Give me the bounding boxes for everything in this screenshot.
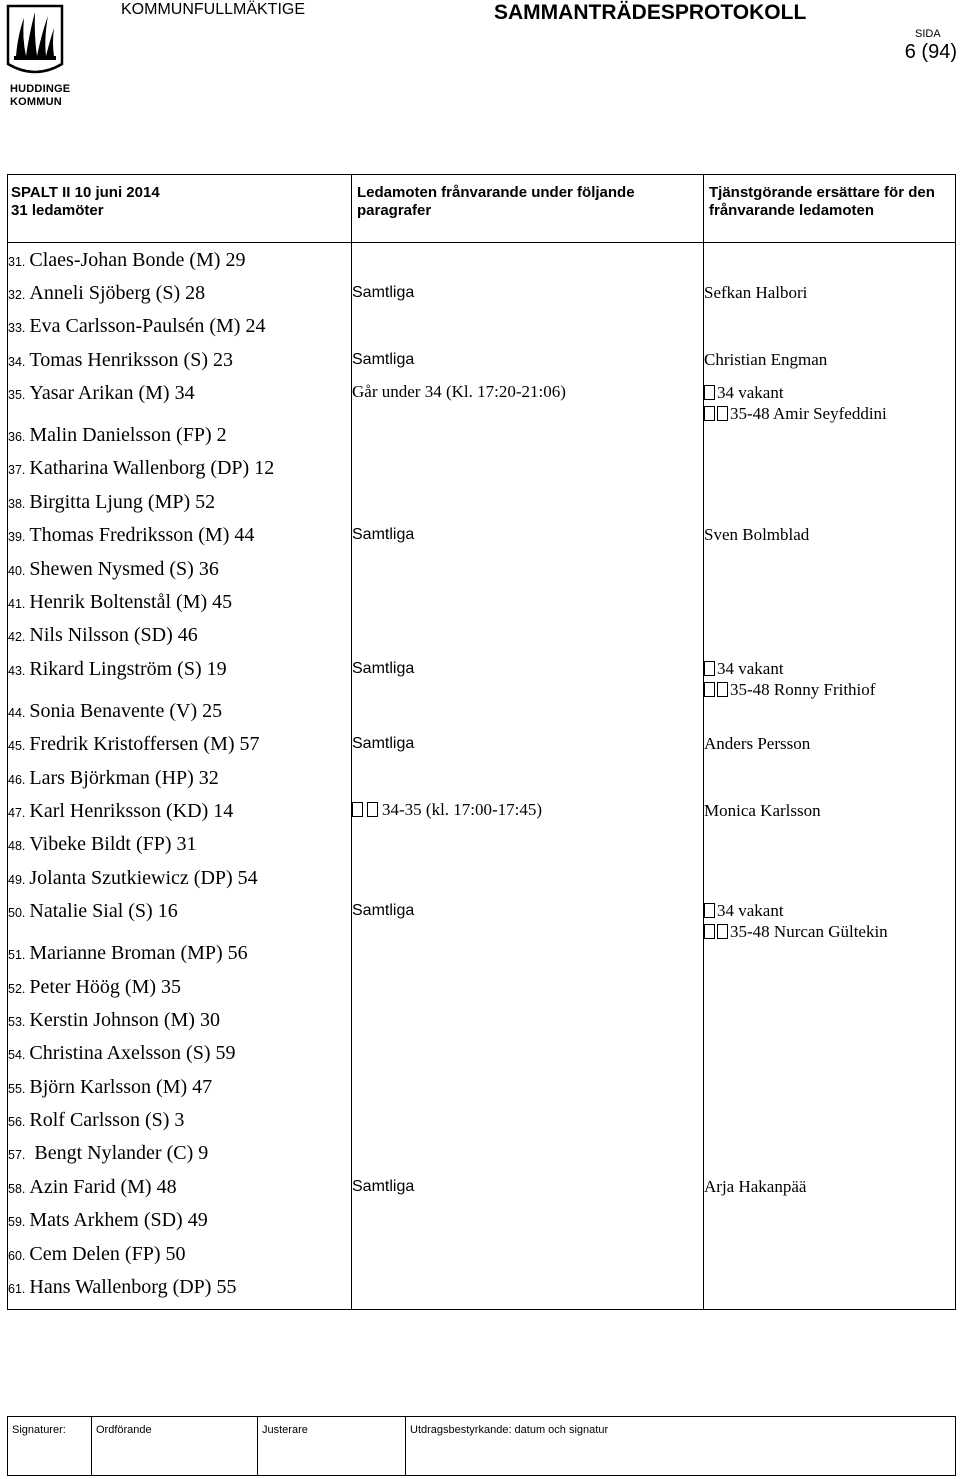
member-number: 48. (8, 839, 26, 854)
absence-text: Samtliga (352, 526, 415, 544)
municipality-logo (4, 4, 71, 108)
paragraph-symbol-icon (704, 903, 715, 918)
absence-cell (352, 457, 704, 490)
member-name: Vibeke Bildt (FP) 31 (29, 833, 197, 856)
table-row (8, 658, 956, 700)
column-header-members: SPALT II 10 juni 2014 31 ledamöter (8, 175, 352, 243)
absence-cell (352, 349, 704, 382)
member-name: Birgitta Ljung (MP) 52 (29, 490, 216, 513)
table-row (8, 1042, 956, 1075)
column-header-absent: Ledamoten frånvarande under följande paragrafer (352, 175, 704, 243)
absence-cell (352, 733, 704, 766)
member-cell (8, 1109, 352, 1142)
member-cell (8, 900, 352, 942)
member-name: Thomas Fredriksson (M) 44 (29, 524, 255, 547)
absence-cell (352, 1243, 704, 1276)
member-name: Hans Wallenborg (DP) 55 (29, 1276, 237, 1299)
member-number: 56. (8, 1115, 26, 1130)
member-cell (8, 1276, 352, 1309)
substitute-name: 34 vakant (717, 383, 784, 403)
paragraph-symbol-icon (367, 802, 378, 817)
substitute-cell (704, 900, 956, 942)
flame-crest-icon (4, 4, 66, 80)
member-cell (8, 767, 352, 800)
member-number: 54. (8, 1048, 26, 1063)
paragraph-symbol-icon (717, 682, 728, 697)
table-row (8, 976, 956, 1009)
member-number: 53. (8, 1014, 26, 1029)
member-cell (8, 491, 352, 524)
member-cell (8, 658, 352, 700)
table-row (8, 1009, 956, 1042)
absence-cell (352, 1042, 704, 1075)
substitute-name: Christian Engman (704, 349, 828, 369)
absence-cell (352, 249, 704, 282)
paragraph-symbol-icon (704, 385, 715, 400)
member-number: 39. (8, 530, 26, 545)
substitute-cell (704, 1076, 956, 1109)
table-row (8, 942, 956, 975)
attendance-table (7, 174, 956, 1310)
member-name: Natalie Sial (S) 16 (29, 900, 178, 923)
substitute-name: Arja Hakanpää (704, 1176, 807, 1196)
table-row (8, 457, 956, 490)
absence-cell (352, 491, 704, 524)
member-name: Christina Axelsson (S) 59 (29, 1042, 236, 1065)
table-row (8, 591, 956, 624)
member-number: 38. (8, 496, 26, 511)
member-cell (8, 733, 352, 766)
substitute-name: Sven Bolmblad (704, 525, 810, 545)
member-name: Björn Karlsson (M) 47 (29, 1075, 213, 1098)
absence-cell (352, 558, 704, 591)
absence-text: Samtliga (352, 283, 415, 301)
absence-cell (352, 976, 704, 1009)
member-number: 33. (8, 321, 26, 336)
absence-cell (352, 591, 704, 624)
substitute-cell (704, 767, 956, 800)
table-row (8, 900, 956, 942)
table-row (8, 558, 956, 591)
substitute-cell (704, 1243, 956, 1276)
substitute-cell (704, 1109, 956, 1142)
paragraph-symbol-icon (717, 924, 728, 939)
member-name: Cem Delen (FP) 50 (29, 1242, 186, 1265)
member-cell (8, 349, 352, 382)
table-row (8, 733, 956, 766)
member-name: Peter Höög (M) 35 (29, 975, 182, 998)
member-cell (8, 800, 352, 833)
substitute-cell (704, 1009, 956, 1042)
member-name: Lars Björkman (HP) 32 (29, 766, 219, 789)
substitute-cell (704, 700, 956, 733)
member-number: 50. (8, 906, 26, 921)
member-cell (8, 1042, 352, 1075)
absence-cell (352, 1276, 704, 1309)
member-name: Jolanta Szutkiewicz (DP) 54 (29, 866, 258, 889)
paragraph-symbol-icon (704, 406, 715, 421)
signatures-label: Signaturer: (8, 1417, 92, 1476)
member-name: Mats Arkhem (SD) 49 (29, 1209, 208, 1232)
member-cell (8, 282, 352, 315)
absence-text: Samtliga (352, 902, 415, 920)
member-number: 43. (8, 663, 26, 678)
substitute-detail: 35-48 Ronny Frithiof (730, 679, 876, 699)
table-row (8, 424, 956, 457)
member-name: Yasar Arikan (M) 34 (29, 382, 195, 405)
absence-cell (352, 1109, 704, 1142)
member-name: Azin Farid (M) 48 (29, 1175, 177, 1198)
absence-cell (352, 1142, 704, 1175)
member-cell (8, 249, 352, 282)
member-name: Claes-Johan Bonde (M) 29 (29, 248, 246, 271)
absence-text: Samtliga (352, 1177, 415, 1195)
checker-signature-field: Justerare (258, 1417, 406, 1476)
table-row (8, 1142, 956, 1175)
absence-text: Samtliga (352, 350, 415, 368)
table-row (8, 1276, 956, 1309)
member-number: 42. (8, 630, 26, 645)
member-cell (8, 624, 352, 657)
member-cell (8, 700, 352, 733)
table-row (8, 382, 956, 424)
member-number: 47. (8, 805, 26, 820)
member-cell (8, 1176, 352, 1209)
absence-cell (352, 833, 704, 866)
substitute-cell (704, 942, 956, 975)
member-cell (8, 976, 352, 1009)
substitute-cell (704, 867, 956, 900)
substitute-cell (704, 591, 956, 624)
member-number: 51. (8, 948, 26, 963)
member-number: 59. (8, 1215, 26, 1230)
member-name: Nils Nilsson (SD) 46 (29, 624, 198, 647)
member-name: Bengt Nylander (C) 9 (29, 1142, 209, 1165)
substitute-cell (704, 315, 956, 348)
member-number: 49. (8, 872, 26, 887)
member-number: 34. (8, 354, 26, 369)
substitute-name: 34 vakant (717, 658, 784, 678)
member-number: 61. (8, 1282, 26, 1297)
member-name: Henrik Boltenstål (M) 45 (29, 591, 233, 614)
table-row (8, 1243, 956, 1276)
body-name: KOMMUNFULLMÄKTIGE (121, 1, 306, 18)
member-cell (8, 1009, 352, 1042)
absence-cell (352, 382, 704, 424)
logo-line-2: KOMMUN (10, 96, 62, 108)
absence-cell (352, 1176, 704, 1209)
substitute-cell (704, 524, 956, 557)
member-cell (8, 1142, 352, 1175)
absence-cell (352, 900, 704, 942)
substitute-detail: 35-48 Amir Seyfeddini (730, 404, 887, 424)
table-row (8, 315, 956, 348)
substitute-cell (704, 558, 956, 591)
absence-cell (352, 658, 704, 700)
member-cell (8, 591, 352, 624)
table-row (8, 700, 956, 733)
table-row (8, 624, 956, 657)
member-name: Fredrik Kristoffersen (M) 57 (29, 733, 260, 756)
absence-cell (352, 767, 704, 800)
substitute-cell (704, 424, 956, 457)
substitute-cell (704, 249, 956, 282)
absence-cell (352, 1209, 704, 1242)
absence-cell (352, 1076, 704, 1109)
paragraph-symbol-icon (352, 802, 363, 817)
member-name: Shewen Nysmed (S) 36 (29, 557, 219, 580)
absence-cell (352, 624, 704, 657)
member-number: 58. (8, 1181, 26, 1196)
member-number: 44. (8, 705, 26, 720)
absence-cell (352, 524, 704, 557)
table-row (8, 1176, 956, 1209)
paragraph-symbol-icon (704, 661, 715, 676)
logo-line-1: HUDDINGE (10, 83, 71, 95)
absence-cell (352, 1009, 704, 1042)
table-row (8, 800, 956, 833)
table-row (8, 524, 956, 557)
substitute-name: 34 vakant (717, 901, 784, 921)
absence-text: Samtliga (352, 659, 415, 677)
substitute-cell (704, 1176, 956, 1209)
member-name: Eva Carlsson-Paulsén (M) 24 (29, 315, 266, 338)
member-cell (8, 1209, 352, 1242)
member-number: 41. (8, 597, 26, 612)
member-number: 46. (8, 772, 26, 787)
member-number: 55. (8, 1081, 26, 1096)
member-cell (8, 457, 352, 490)
member-cell (8, 558, 352, 591)
member-number: 35. (8, 388, 26, 403)
substitute-cell (704, 658, 956, 700)
table-row (8, 867, 956, 900)
paragraph-symbol-icon (717, 406, 728, 421)
substitute-cell (704, 491, 956, 524)
column-header-substitute: Tjänstgörande ersättare för den frånvarande ledamoten (704, 175, 956, 243)
table-row (8, 1209, 956, 1242)
chair-signature-field: Ordförande (92, 1417, 258, 1476)
table-row (8, 1076, 956, 1109)
member-name: Kerstin Johnson (M) 30 (29, 1008, 220, 1031)
substitute-cell (704, 1042, 956, 1075)
substitute-detail: 35-48 Nurcan Gültekin (730, 922, 888, 942)
attendance-rows (8, 243, 956, 1310)
table-header-row (8, 175, 956, 243)
absence-cell (352, 867, 704, 900)
page-label: SIDA (915, 28, 941, 40)
member-name: Anneli Sjöberg (S) 28 (29, 281, 206, 304)
member-name: Rolf Carlsson (S) 3 (29, 1109, 185, 1132)
member-name: Sonia Benavente (V) 25 (29, 699, 223, 722)
substitute-cell (704, 349, 956, 382)
substitute-cell (704, 833, 956, 866)
substitute-name: Sefkan Halbori (704, 282, 808, 302)
substitute-name: Monica Karlsson (704, 800, 821, 820)
substitute-cell (704, 800, 956, 833)
member-name: Tomas Henriksson (S) 23 (29, 348, 233, 371)
substitute-cell (704, 1276, 956, 1309)
substitute-cell (704, 1209, 956, 1242)
table-row (8, 491, 956, 524)
member-name: Marianne Broman (MP) 56 (29, 942, 248, 965)
table-row (8, 349, 956, 382)
paragraph-symbol-icon (704, 924, 715, 939)
absence-cell (352, 800, 704, 833)
member-number: 57. (8, 1148, 26, 1163)
member-cell (8, 833, 352, 866)
absence-cell (352, 315, 704, 348)
substitute-cell (704, 733, 956, 766)
table-row (8, 282, 956, 315)
signature-table (7, 1416, 956, 1476)
absence-text: 34-35 (kl. 17:00-17:45) (382, 799, 543, 819)
page-number: 6 (94) (904, 41, 957, 63)
member-number: 45. (8, 739, 26, 754)
substitute-cell (704, 282, 956, 315)
substitute-cell (704, 1142, 956, 1175)
member-cell (8, 867, 352, 900)
member-number: 31. (8, 254, 26, 269)
member-cell (8, 424, 352, 457)
table-row (8, 1109, 956, 1142)
table-row (8, 249, 956, 282)
member-number: 60. (8, 1248, 26, 1263)
member-cell (8, 1243, 352, 1276)
member-number: 36. (8, 430, 26, 445)
table-row (8, 833, 956, 866)
substitute-cell (704, 457, 956, 490)
extract-certification-field: Utdragsbestyrkande: datum och signatur (406, 1417, 956, 1476)
table-row (8, 767, 956, 800)
member-number: 52. (8, 981, 26, 996)
substitute-cell (704, 976, 956, 1009)
member-number: 37. (8, 463, 26, 478)
absence-cell (352, 424, 704, 457)
absence-cell (352, 282, 704, 315)
member-name: Karl Henriksson (KD) 14 (29, 799, 234, 822)
substitute-name: Anders Persson (704, 734, 811, 754)
member-name: Katharina Wallenborg (DP) 12 (29, 457, 275, 480)
member-name: Malin Danielsson (FP) 2 (29, 424, 227, 447)
member-cell (8, 382, 352, 424)
member-cell (8, 1076, 352, 1109)
absence-cell (352, 942, 704, 975)
substitute-cell (704, 624, 956, 657)
absence-text: Går under 34 (Kl. 17:20-21:06) (352, 382, 566, 402)
absence-cell (352, 700, 704, 733)
member-cell (8, 942, 352, 975)
member-number: 40. (8, 563, 26, 578)
member-cell (8, 315, 352, 348)
substitute-cell (704, 382, 956, 424)
member-number: 32. (8, 287, 26, 302)
member-cell (8, 524, 352, 557)
document-title: SAMMANTRÄDESPROTOKOLL (494, 1, 807, 24)
absence-text: Samtliga (352, 735, 415, 753)
paragraph-symbol-icon (704, 682, 715, 697)
member-name: Rikard Lingström (S) 19 (29, 657, 227, 680)
